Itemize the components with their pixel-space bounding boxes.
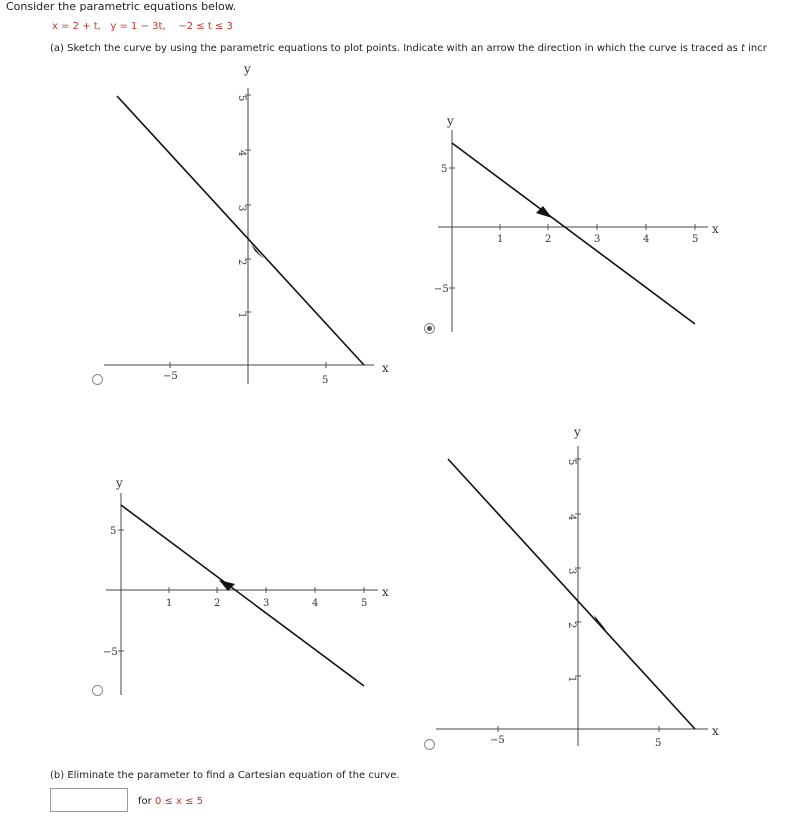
graph-a-xtick-1: 5 (322, 375, 329, 386)
graph-a-ytick-4: 5 (236, 95, 247, 102)
graph-c-ytick-1: −5 (103, 647, 118, 658)
cartesian-equation-input[interactable] (50, 788, 128, 812)
graph-c-xtick-3: 4 (312, 598, 319, 609)
graph-b-ticks (449, 168, 695, 288)
graph-a-y-label: y (244, 62, 251, 76)
graph-a-direction-arrow (251, 244, 264, 259)
part-a-text-end: incr (744, 43, 767, 54)
graph-d-ytick-2: 3 (566, 568, 577, 575)
graph-d-y-label: y (574, 425, 581, 439)
graph-d-xtick-0: −5 (490, 735, 505, 746)
domain-note (138, 796, 203, 807)
graph-d-x-label: x (712, 724, 719, 738)
graph-d-ytick-3: 4 (566, 514, 577, 521)
graph-c-y-label: y (116, 476, 123, 490)
graph-d-direction-arrow (594, 615, 606, 630)
intro-text: Consider the parametric equations below. (6, 0, 237, 13)
part-a-t-variable: t (741, 43, 745, 54)
graph-a-ytick-0: 1 (236, 312, 247, 319)
graph-b-y-label: y (447, 114, 454, 128)
graph-d-xtick-1: 5 (655, 738, 662, 749)
graph-d-curve (448, 459, 695, 729)
graph-c (103, 476, 389, 695)
graph-c-xtick-0: 1 (166, 598, 173, 609)
graph-a-ytick-2: 3 (236, 205, 247, 212)
graph-d-ytick-0: 1 (566, 676, 577, 683)
graph-c-direction-arrow (219, 580, 235, 591)
graph-a-x-label: x (382, 361, 389, 375)
y-equation: y = 1 − 3t, (110, 21, 166, 32)
graph-c-x-label: x (382, 585, 389, 599)
graph-c-xtick-4: 5 (361, 598, 368, 609)
graph-d-ytick-1: 2 (566, 622, 577, 629)
graph-b-xtick-4: 5 (692, 234, 699, 245)
graph-d-ytick-4: 5 (566, 459, 577, 466)
graph-a-ytick-1: 2 (236, 259, 247, 266)
graph-a-xtick-0: −5 (163, 371, 178, 382)
t-range: −2 ≤ t ≤ 3 (178, 21, 233, 32)
graph-b-x-label: x (712, 222, 719, 236)
graph-b-xtick-3: 4 (643, 234, 650, 245)
graph-b-xtick-0: 1 (497, 234, 504, 245)
graph-b (434, 114, 719, 332)
graph-a-ytick-3: 4 (236, 150, 247, 157)
graph-b-xtick-2: 3 (594, 234, 601, 245)
graph-a-curve (117, 96, 364, 365)
domain-prefix: for (138, 796, 155, 807)
graph-c-xtick-2: 3 (263, 598, 270, 609)
part-b-prompt: (b) Eliminate the parameter to find a Cartesian equation of the curve. (50, 770, 400, 781)
domain-value: 0 ≤ x ≤ 5 (154, 796, 204, 807)
graph-b-curve (452, 143, 695, 324)
graph-c-curve (121, 505, 364, 686)
graph-b-ytick-1: −5 (434, 284, 449, 295)
x-equation: x = 2 + t, (52, 21, 101, 32)
part-a-text: (a) Sketch the curve by using the parametric equations to plot points. Indicate with an arrow the direction in which the curve is traced as (50, 43, 741, 54)
graph-b-xtick-1: 2 (545, 234, 552, 245)
graph-c-ytick-0: 5 (110, 526, 117, 537)
graph-a (104, 62, 389, 386)
graph-d (436, 425, 719, 749)
graph-c-xtick-1: 2 (214, 598, 221, 609)
graph-b-ytick-0: 5 (441, 164, 448, 175)
